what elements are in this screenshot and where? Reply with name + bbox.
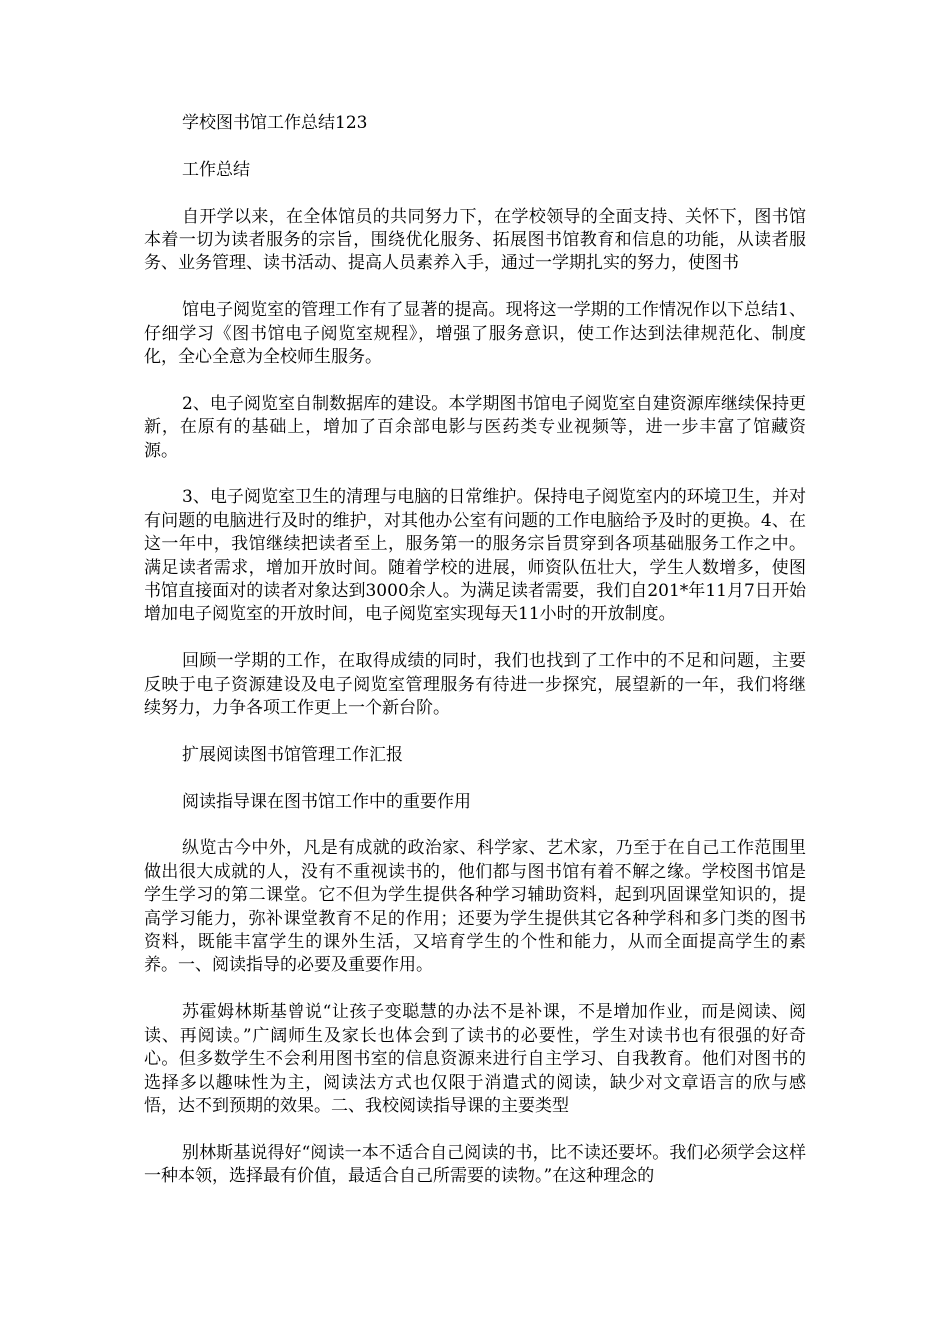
document-page [144, 112, 806, 1212]
paragraph-point-2: 2、电子阅览室自制数据库的建设。本学期图书馆电子阅览室自建资源库继续保持更新，在原有的基础上，增加了百余部电影与医药类专业视频等，进一步丰富了馆藏资源。 [144, 393, 806, 461]
paragraph-overview: 纵览古今中外，凡是有成就的政治家、科学家、艺术家，乃至于在自己工作范围里做出很大成就的人，没有不重视读书的，他们都与图书馆有着不解之缘。学校图书馆是学生学习的第二课堂。它不但为学生提供各种学习辅助资料，起到巩固课堂知识的，提高学习能力，弥补课堂教育不足的作用；还要为学生提供其它各种学科和多门类的图书资料，既能丰富学生的课外生活，又培育学生的个性和能力，从而全面提高学生的素养。一、阅读指导的必要及重要作用。 [144, 838, 806, 976]
document-title: 学校图书馆工作总结123 [182, 113, 368, 133]
paragraph-belinsky: 别林斯基说得好“阅读一本不适合自己阅读的书，比不读还要坏。我们必须学会这样一种本领，选择最有价值，最适合自己所需要的读物。”在这种理念的 [144, 1142, 806, 1187]
section-heading-reading-guidance: 阅读指导课在图书馆工作中的重要作用 [182, 791, 471, 812]
section-heading-summary: 工作总结 [182, 159, 250, 180]
paragraph-point-3-4: 3、电子阅览室卫生的清理与电脑的日常维护。保持电子阅览室内的环境卫生，并对有问题的电脑进行及时的维护，对其他办公室有问题的工作电脑给予及时的更换。4、在这一年中，我馆继续把读者至上，服务第一的服务宗旨贯穿到各项基础服务工作之中。满足读者需求，增加开放时间。随着学校的进展，师资队伍壮大，学生人数增多，使图书馆直接面对的读者对象达到3000余人。为满足读者需要，我们自201*年11月7日开始增加电子阅览室的开放时间，电子阅览室实现每天11小时的开放制度。 [144, 487, 806, 625]
paragraph-intro: 自开学以来，在全体馆员的共同努力下，在学校领导的全面支持、关怀下，图书馆本着一切为读者服务的宗旨，围绕优化服务、拓展图书馆教育和信息的功能，从读者服务、业务管理、读书活动、提高人员素养入手，通过一学期扎实的努力，使图书 [144, 206, 806, 274]
paragraph-review: 回顾一学期的工作，在取得成绩的同时，我们也找到了工作中的不足和问题，主要反映于电子资源建设及电子阅览室管理服务有待进一步探究，展望新的一年，我们将继续努力，力争各项工作更上一个新台阶。 [144, 651, 806, 719]
section-heading-extended-reading: 扩展阅读图书馆管理工作汇报 [182, 744, 403, 765]
paragraph-point-1: 馆电子阅览室的管理工作有了显著的提高。现将这一学期的工作情况作以下总结1、仔细学习《图书馆电子阅览室规程》，增强了服务意识，使工作达到法律规范化、制度化，全心全意为全校师生服务。 [144, 300, 806, 368]
paragraph-sukhomlinsky: 苏霍姆林斯基曾说“让孩子变聪慧的办法不是补课，不是增加作业，而是阅读、阅读、再阅读。”广阔师生及家长也体会到了读书的必要性，学生对读书也有很强的好奇心。但多数学生不会利用图书室的信息资源来进行自主学习、自我教育。他们对图书的选择多以趣味性为主，阅读法方式也仅限于消遣式的阅读，缺少对文章语言的欣与感悟，达不到预期的效果。二、我校阅读指导课的主要类型 [144, 1002, 806, 1116]
